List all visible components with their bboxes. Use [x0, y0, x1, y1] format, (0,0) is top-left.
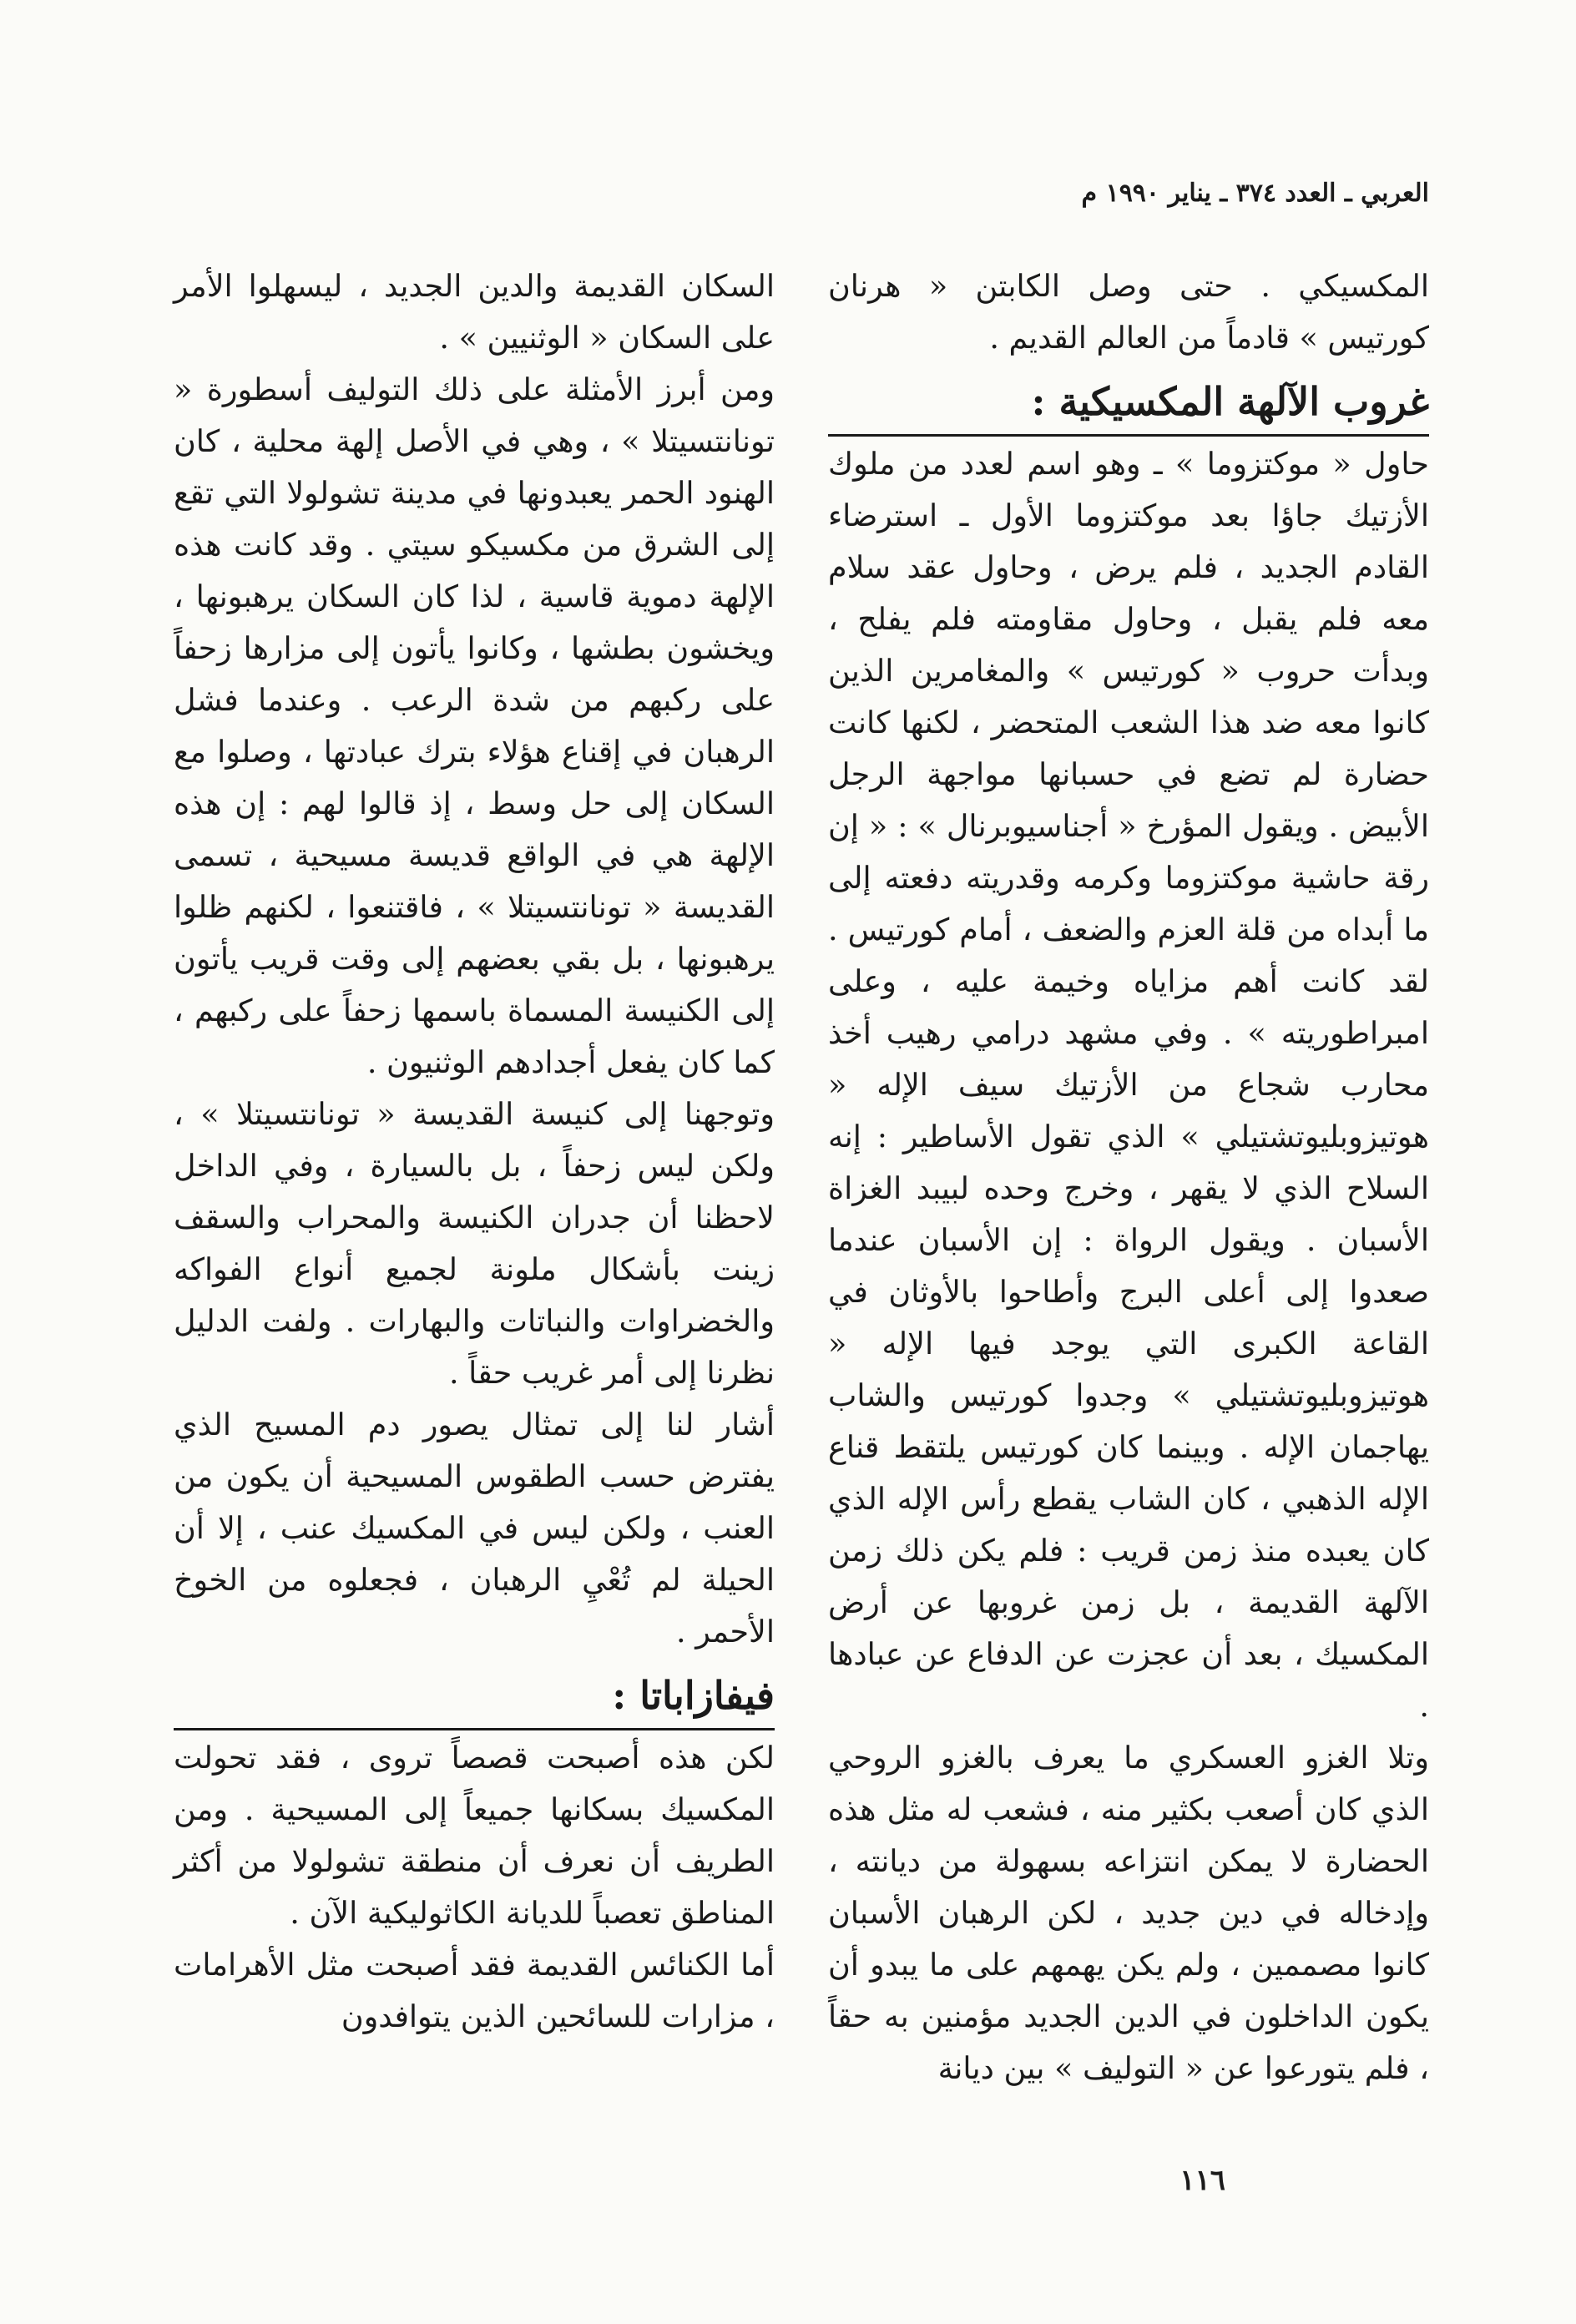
right-paragraph-1: حاول « موكتزوما » ـ وهو اسم لعدد من ملوك الأزتيك جاؤا بعد موكتزوما الأول ـ استرضاء القادم الجديد ، فلم يرض ، وحاول عقد سلام معه فلم يقبل ، وحاول مقاومته فلم يفلح ، وبدأت حروب « كورتيس » والمغامرين الذين كانوا معه ضد هذا الشعب المتحضر ، لكنها كانت حضارة لم تضع في حسبانها مواجهة الرجل الأبيض . ويقول المؤرخ « أجناسيوبرنال » : « إن رقة حاشية موكتزوما وكرمه وقدريته دفعته إلى ما أبداه من قلة العزم والضعف ، أمام كورتيس . لقد كانت أهم مزاياه وخيمة عليه ، وعلى امبراطوريته » . وفي مشهد درامي رهيب أخذ محارب شجاع من الأزتيك سيف الإله « هوتيزوبليوتشتيلي » الذي تقول الأساطير : إنه السلاح الذي لا يقهر ، وخرج وحده لبيبد الغزاة الأسبان . ويقول الرواة : إن الأسبان عندما صعدوا إلى أعلى البرج وأطاحوا بالأوثان في القاعة الكبرى التي يوجد فيها الإله « هوتيزوبليوتشتيلي » وجدوا كورتيس والشاب يهاجمان الإله . وبينما كان كورتيس يلتقط قناع الإله الذهبي ، كان الشاب يقطع رأس الإله الذي كان يعبده منذ زمن قريب : فلم يكن ذلك زمن الآلهة القديمة ، بل زمن غروبها عن أرض المكسيك ، بعد أن عجزت عن الدفاع عن عبادها .	[828, 446, 1429, 1724]
section-heading-twilight-of-gods: غروب الآلهة المكسيكية :	[828, 372, 1429, 437]
right-column	[828, 260, 1429, 2094]
running-head: العربي ـ العدد ٣٧٤ ـ يناير ١٩٩٠ م	[1081, 179, 1429, 208]
left-paragraph-1: السكان القديمة والدين الجديد ، ليسهلوا الأمر على السكان « الوثنيين » .	[174, 268, 775, 356]
intro-paragraph: المكسيكي . حتى وصل الكابتن « هرنان كورتيس » قادماً من العالم القديم .	[828, 268, 1429, 356]
left-paragraph-6: أما الكنائس القديمة فقد أصبحت مثل الأهرامات ، مزارات للسائحين الذين يتوافدون	[174, 1947, 775, 2034]
left-column	[174, 260, 775, 2043]
right-paragraph-2: وتلا الغزو العسكري ما يعرف بالغزو الروحي الذي كان أصعب بكثير منه ، فشعب له مثل هذه الحضارة لا يمكن انتزاعه بسهولة من ديانته ، وإدخاله في دين جديد ، لكن الرهبان الأسبان كانوا مصممين ، ولم يكن يهمهم على ما يبدو أن يكون الداخلون في الدين الجديد مؤمنين به حقاً ، فلم يتورعوا عن « التوليف » بين ديانة	[828, 1740, 1429, 2086]
left-paragraph-5: لكن هذه أصبحت قصصاً تروى ، فقد تحولت المكسيك بسكانها جميعاً إلى المسيحية . ومن الطريف أن نعرف أن منطقة تشولولا من أكثر المناطق تعصباً للديانة الكاثوليكية الآن .	[174, 1740, 775, 1931]
page-number: ١١٦	[1179, 2164, 1225, 2197]
section-heading-viva-zapata: فيفازاباتا :	[174, 1666, 775, 1730]
left-paragraph-2: ومن أبرز الأمثلة على ذلك التوليف أسطورة « تونانتسيتلا » ، وهي في الأصل إلهة محلية ، كان الهنود الحمر يعبدونها في مدينة تشولولا التي تقع إلى الشرق من مكسيكو سيتي . وقد كانت هذه الإلهة دموية قاسية ، لذا كان السكان يرهبونها ، ويخشون بطشها ، وكانوا يأتون إلى مزارها زحفاً على ركبهم من شدة الرعب . وعندما فشل الرهبان في إقناع هؤلاء بترك عبادتها ، وصلوا مع السكان إلى حل وسط ، إذ قالوا لهم : إن هذه الإلهة هي في الواقع قديسة مسيحية ، تسمى القديسة « تونانتسيتلا » ، فاقتنعوا ، لكنهم ظلوا يرهبونها ، بل بقي بعضهم إلى وقت قريب يأتون إلى الكنيسة المسماة باسمها زحفاً على ركبهم ، كما كان يفعل أجدادهم الوثنيون .	[174, 371, 775, 1080]
left-paragraph-3: وتوجهنا إلى كنيسة القديسة « تونانتسيتلا » ، ولكن ليس زحفاً ، بل بالسيارة ، وفي الداخل لاحظنا أن جدران الكنيسة والمحراب والسقف زينت بأشكال ملونة لجميع أنواع الفواكه والخضراوات والنباتات والبهارات . ولفت الدليل نظرنا إلى أمر غريب حقاً .	[174, 1096, 775, 1391]
left-paragraph-4: أشار لنا إلى تمثال يصور دم المسيح الذي يفترض حسب الطقوس المسيحية أن يكون من العنب ، ولكن ليس في المكسيك عنب ، إلا أن الحيلة لم تُعْيِ الرهبان ، فجعلوه من الخوخ الأحمر .	[174, 1407, 775, 1650]
